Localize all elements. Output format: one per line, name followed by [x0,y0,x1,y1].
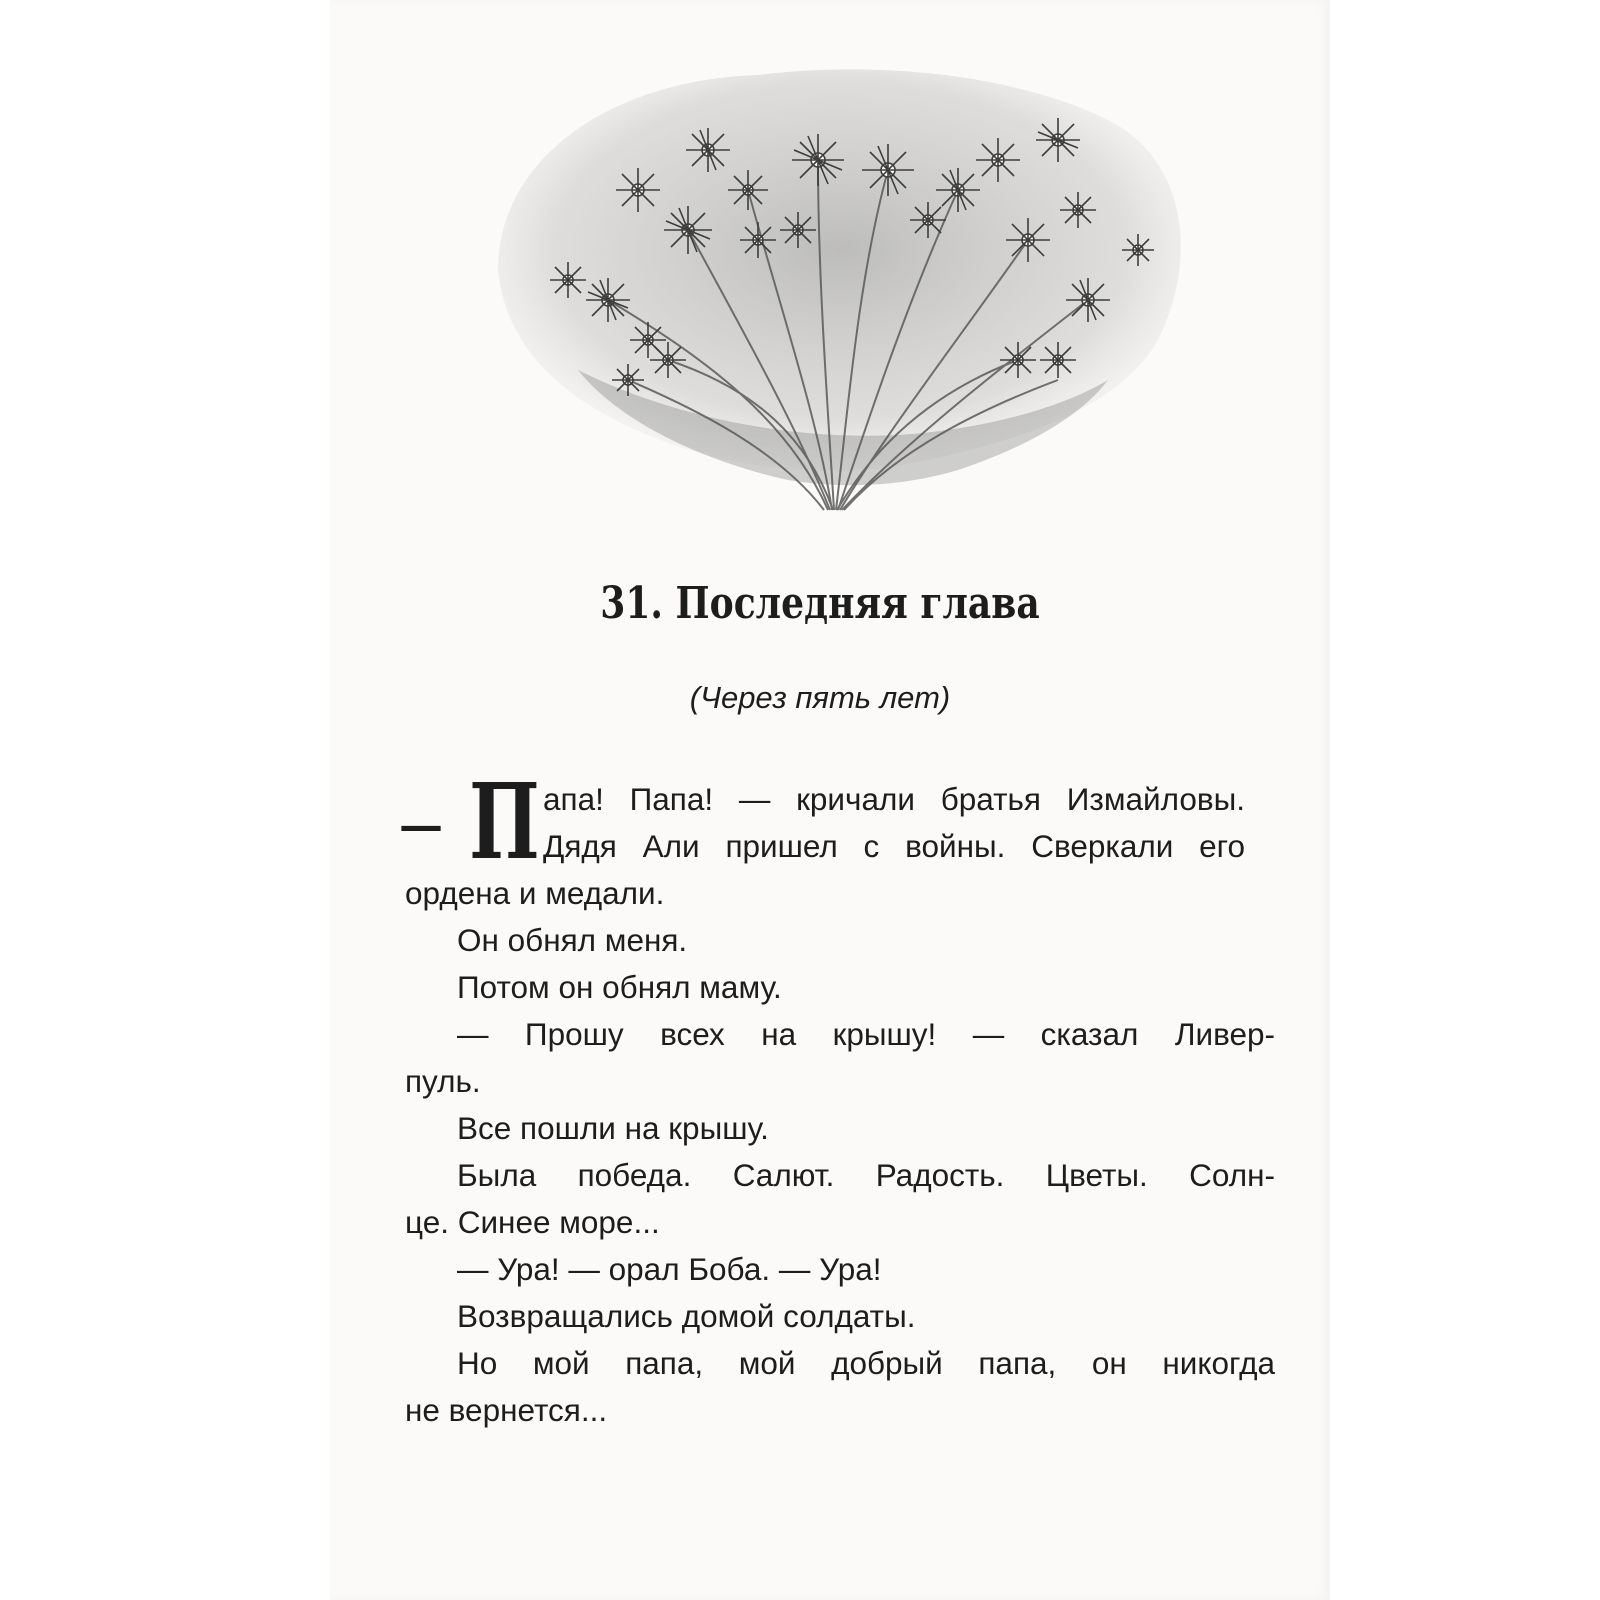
text-line: Он обнял меня. [457,922,688,958]
chapter-title: 31. Последняя глава [600,578,1040,629]
drop-cap: П [469,760,540,883]
text-line: Дядя Али пришел с войны. Сверкали его [543,828,1245,864]
text-line: — Ура! — орал Боба. — Ура! [457,1251,882,1287]
opening-paragraph [399,760,1275,883]
body-lines [405,870,1275,1434]
text-line: — Прошу всех на крышу! — сказал Ливер- [457,1016,1275,1052]
text-line: Потом он обнял маму. [457,969,782,1005]
text-line: Но мой папа, мой добрый папа, он никогда [457,1345,1275,1381]
text-line: це. Синее море... [405,1204,660,1240]
fireworks-illustration [458,40,1218,530]
text-line: апа! Папа! — кричали братья Измайловы. [543,781,1245,817]
text-line: пуль. [405,1063,481,1099]
text-line: Была победа. Салют. Радость. Цветы. Солн- [457,1157,1275,1193]
chapter-body [399,760,1275,1434]
opening-dash: — [399,800,443,851]
text-line: Все пошли на крышу. [457,1110,769,1146]
text-line: ордена и медали. [405,875,665,911]
text-line: Возвращались домой солдаты. [457,1298,916,1334]
text-line: не вернется... [405,1392,608,1428]
chapter-subtitle: (Через пять лет) [689,680,951,715]
ink-wash-background [498,69,1181,471]
